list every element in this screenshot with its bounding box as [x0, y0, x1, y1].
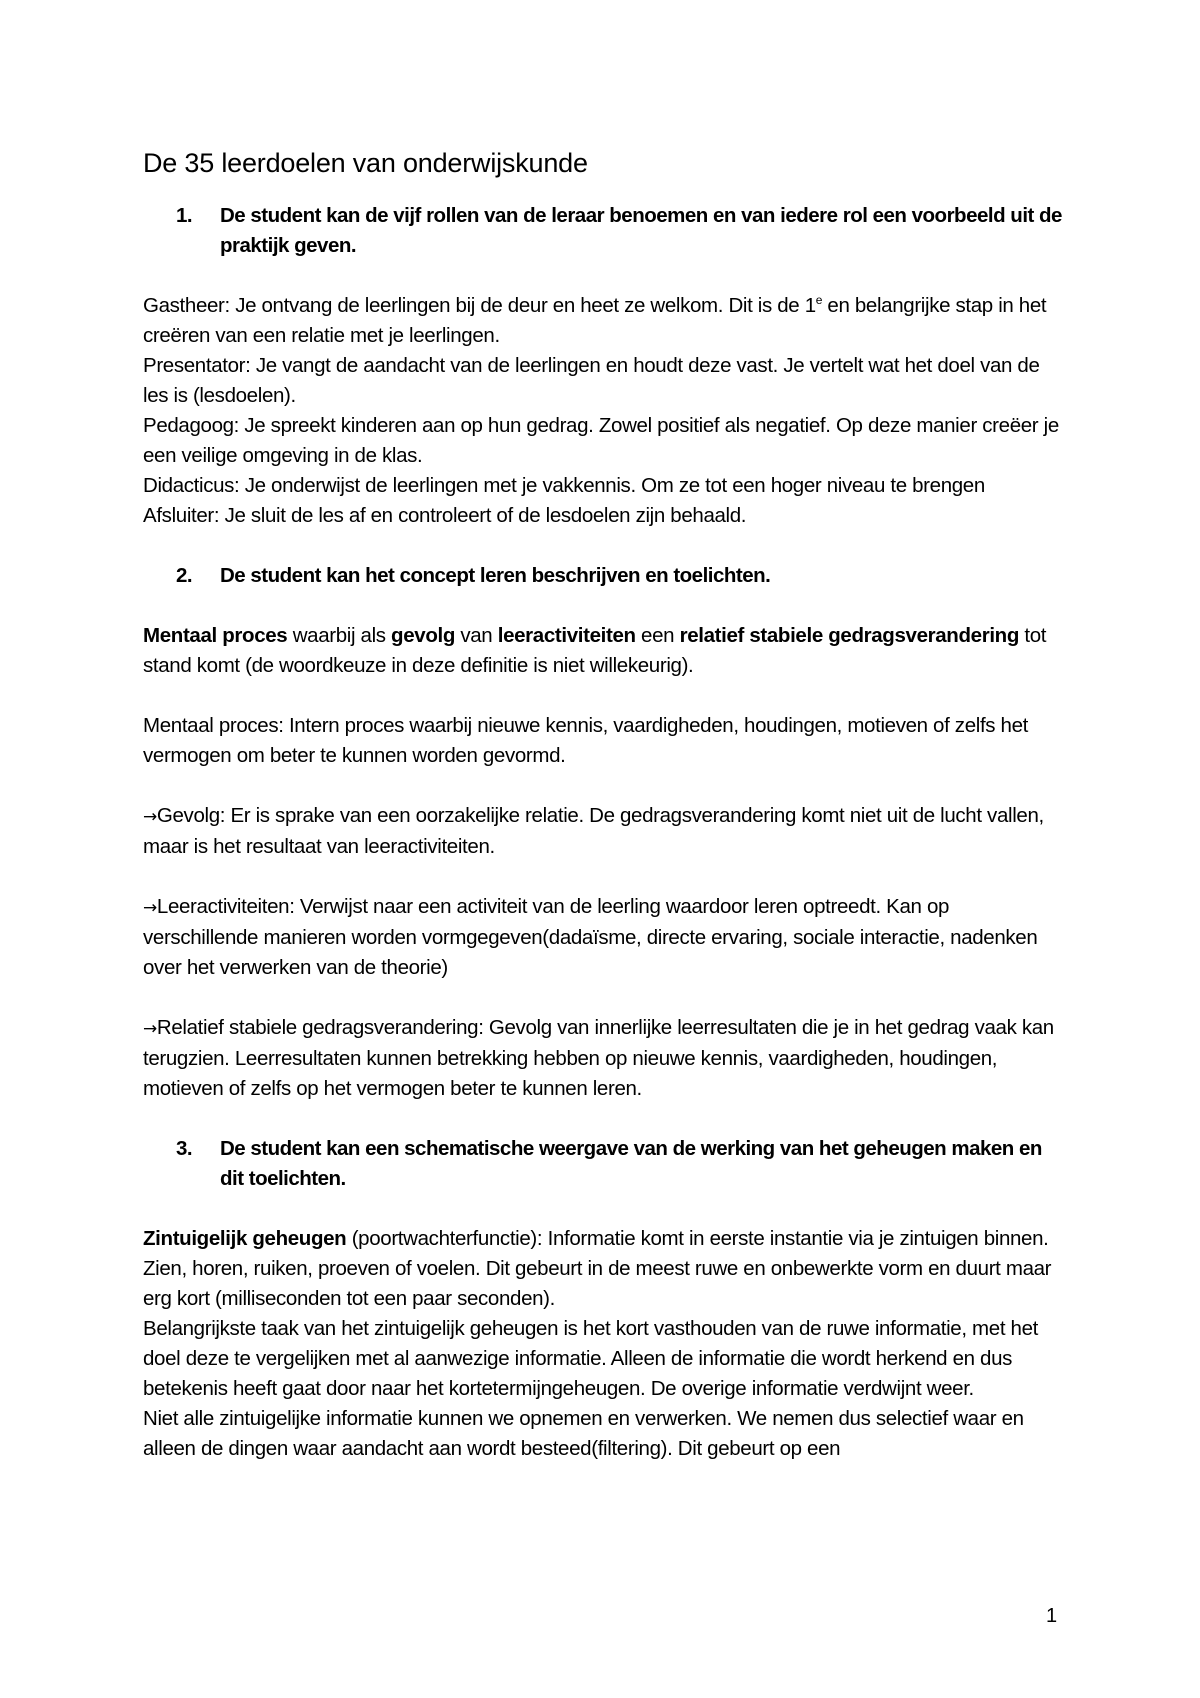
ordinal-superscript: e	[815, 293, 823, 308]
section-1-heading	[143, 201, 1063, 261]
def-text: tot stand komt (de woordkeuze in deze definitie is niet willekeurig).	[143, 624, 1047, 677]
relatief-text: Relatief stabiele gedragsverandering: Gevolg van innerlijke leerresultaten die je in het gedrag vaak kan terugzien. Leerresultaten kunnen betrekking hebben op nieuwe kennis, vaardigheden, houdingen, motieven of zelfs op het vermogen beter te kunnen leren.	[143, 1016, 1054, 1100]
learning-definition	[143, 621, 1063, 681]
relatief-paragraph	[143, 1013, 1063, 1104]
def-term-mentaal: Mentaal proces	[143, 624, 288, 647]
def-text: van	[455, 624, 498, 647]
memory-block	[143, 1224, 1063, 1464]
def-term-gevolg: gevolg	[391, 624, 456, 647]
zintuigelijk-text: (poortwachterfunctie): Informatie komt in eerste instantie via je zintuigen binnen. Zien, horen, ruiken, proeven of voelen. Dit gebeurt in de meest ruwe en onbewerkte vorm en duurt maar erg kort (milliseconden tot een paar seconden).	[143, 1227, 1052, 1310]
document-content	[143, 146, 1063, 1464]
section-2-number: 2.	[176, 564, 193, 587]
roles-block	[143, 291, 1063, 531]
arrow-right-icon: →	[143, 898, 157, 918]
zintuigelijk-paragraph	[143, 1224, 1063, 1314]
def-text: waarbij als	[287, 624, 392, 647]
arrow-right-icon: →	[143, 807, 157, 827]
niet-alle-paragraph: Niet alle zintuigelijke informatie kunnen we opnemen en verwerken. We nemen dus selectief waar en alleen de dingen waar aandacht aan wordt besteed(filtering). Dit gebeurt op een	[143, 1407, 1024, 1460]
def-text: een	[635, 624, 680, 647]
role-didacticus: Didacticus: Je onderwijst de leerlingen met je vakkennis. Om ze tot een hoger niveau te brengen	[143, 474, 985, 497]
mentaal-proces-paragraph: Mentaal proces: Intern proces waarbij nieuwe kennis, vaardigheden, houdingen, motieven of zelfs het vermogen om beter te kunnen worden gevormd.	[143, 714, 1028, 767]
role-gastheer-text-cont: en belangrijke stap in het creëren van een relatie met je leerlingen.	[143, 294, 1047, 347]
section-3-heading-text: De student kan een schematische weergave van de werking van het geheugen maken en dit toelichten.	[220, 1137, 1042, 1190]
section-1-number: 1.	[176, 204, 193, 227]
role-afsluiter: Afsluiter: Je sluit de les af en controleert of de lesdoelen zijn behaald.	[143, 504, 747, 527]
gevolg-paragraph	[143, 801, 1063, 862]
leeractiviteiten-paragraph	[143, 892, 1063, 983]
def-term-leeractiviteiten: leeractiviteiten	[497, 624, 636, 647]
section-2-heading-text: De student kan het concept leren beschrijven en toelichten.	[220, 564, 771, 587]
page-title: De 35 leerdoelen van onderwijskunde	[143, 148, 588, 178]
gevolg-text: Gevolg: Er is sprake van een oorzakelijke relatie. De gedragsverandering komt niet uit de lucht vallen, maar is het resultaat van leeractiviteiten.	[143, 804, 1044, 858]
role-gastheer-text: Gastheer: Je ontvang de leerlingen bij de deur en heet ze welkom. Dit is de 1	[143, 294, 816, 317]
arrow-right-icon: →	[143, 1019, 157, 1039]
zintuigelijk-term: Zintuigelijk geheugen	[143, 1227, 347, 1250]
section-2-heading	[143, 561, 1063, 591]
page-number: 1	[1046, 1605, 1058, 1627]
section-3-number: 3.	[176, 1137, 193, 1160]
belangrijkste-paragraph: Belangrijkste taak van het zintuigelijk geheugen is het kort vasthouden van de ruwe informatie, met het doel deze te vergelijken met al aanwezige informatie. Alleen de informatie die wordt herkend en dus betekenis heeft gaat door naar het kortetermijngeheugen. De overige informatie verdwijnt weer.	[143, 1317, 1038, 1400]
section-1-heading-text: De student kan de vijf rollen van de leraar benoemen en van iedere rol een voorbeeld uit de praktijk geven.	[220, 204, 1062, 257]
role-presentator: Presentator: Je vangt de aandacht van de leerlingen en houdt deze vast. Je vertelt wat het doel van de les is (lesdoelen).	[143, 354, 1040, 407]
section-3-heading	[143, 1134, 1063, 1194]
role-pedagoog: Pedagoog: Je spreekt kinderen aan op hun gedrag. Zowel positief als negatief. Op deze manier creëer je een veilige omgeving in de klas.	[143, 414, 1059, 467]
role-gastheer	[143, 291, 1063, 351]
def-term-gedragsverandering: relatief stabiele gedragsverandering	[679, 624, 1020, 647]
leeractiviteiten-text: Leeractiviteiten: Verwijst naar een activiteit van de leerling waardoor leren optreedt. Kan op verschillende manieren worden vormgegeven(dadaïsme, directe ervaring, sociale interactie, nadenken over het verwerken van de theorie)	[143, 895, 1038, 979]
